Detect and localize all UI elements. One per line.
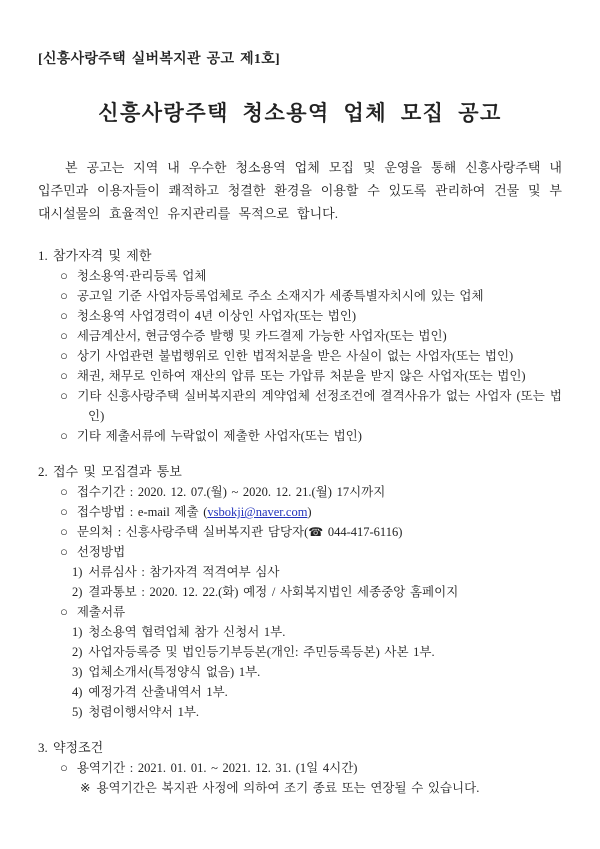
list-item: ○ 접수방법 : e-mail 제출 (vsbokji@naver.com) xyxy=(60,504,312,519)
doc-number: [신흥사랑주택 실버복지관 공고 제1호] xyxy=(38,52,280,67)
item-marker: ○ xyxy=(60,268,68,283)
list-item: 3) 업체소개서(특정양식 없음) 1부. xyxy=(72,665,261,679)
list-item: ○ 기타 제출서류에 누락없이 제출한 사업자(또는 법인) xyxy=(60,428,362,443)
list-item: ○ 상기 사업관련 불법행위로 인한 법적처분을 받은 사실이 없는 사업자(또는 법인) xyxy=(60,348,514,363)
intro-paragraph: 본 공고는 지역 내 우수한 청소용역 업체 모집 및 운영을 통해 신흥사랑주택 내 입주민과 이용자들이 쾌적하고 청결한 환경을 이용할 수 있도록 관리하여 건물 및 부대시설물의 효율적인 유지관리를 목적으로 합니다. xyxy=(38,160,562,221)
item-marker: ○ xyxy=(60,504,68,519)
section xyxy=(38,738,562,798)
list-item: ○ 청소용역·관리등록 업체 xyxy=(60,268,207,283)
section xyxy=(38,246,562,446)
list-item: ○ 청소용역 사업경력이 4년 이상인 사업자(또는 법인) xyxy=(60,308,357,323)
list-item: 2) 결과통보 : 2020. 12. 22.(화) 예정 / 사회복지법인 세종중앙 홈페이지 xyxy=(72,585,459,599)
section-heading: 2. 접수 및 모집결과 통보 xyxy=(38,464,182,479)
item-marker: ○ xyxy=(60,388,69,403)
phone-icon: ☎ xyxy=(308,525,324,539)
item-marker: ○ xyxy=(60,308,68,323)
item-marker: ○ xyxy=(60,760,68,775)
list-item: 4) 예정가격 산출내역서 1부. xyxy=(72,685,228,699)
list-item: 2) 사업자등록증 및 법인등기부등본(개인: 주민등록등본) 사본 1부. xyxy=(72,645,435,659)
item-marker: ○ xyxy=(60,484,68,499)
list-item: ○ 공고일 기준 사업자등록업체로 주소 소재지가 세종특별자치시에 있는 업체 xyxy=(60,288,484,303)
email-link[interactable]: vsbokji@naver.com xyxy=(207,505,308,519)
list-item: 1) 서류심사 : 참가자격 적격여부 심사 xyxy=(72,565,280,579)
list-item: ○ 용역기간 : 2021. 01. 01. ~ 2021. 12. 31. (1일 4시간) xyxy=(60,760,358,775)
item-marker: ○ xyxy=(60,368,68,383)
list-item: ○ 접수기간 : 2020. 12. 07.(월) ~ 2020. 12. 21.(월) 17시까지 xyxy=(60,484,386,499)
item-marker: 4) xyxy=(72,685,83,699)
list-item: ○ 채권, 채무로 인하여 재산의 압류 또는 가압류 처분을 받지 않은 사업자(또는 법인) xyxy=(60,368,526,383)
list-item: ○ 제출서류 xyxy=(60,604,126,619)
list-item: ○ 세금계산서, 현금영수증 발행 및 카드결제 가능한 사업자(또는 법인) xyxy=(60,328,447,343)
section-heading: 3. 약정조건 xyxy=(38,740,104,755)
list-item: ○ 기타 신흥사랑주택 실버복지관의 계약업체 선정조건에 결격사유가 없는 사업자 (또는 법인) xyxy=(60,388,562,423)
item-marker: ○ xyxy=(60,544,68,559)
list-item: 5) 청렴이행서약서 1부. xyxy=(72,705,200,719)
list-item: ※ 용역기간은 복지관 사정에 의하여 조기 종료 또는 연장될 수 있습니다. xyxy=(80,781,480,795)
item-marker: 2) xyxy=(72,585,83,599)
item-marker: 1) xyxy=(72,565,83,579)
item-marker: ○ xyxy=(60,288,68,303)
item-marker: 2) xyxy=(72,645,83,659)
reference-mark: ※ xyxy=(80,781,91,795)
list-item: ○ 문의처 : 신흥사랑주택 실버복지관 담당자(☎ 044-417-6116) xyxy=(60,524,403,539)
list-item: ○ 선정방법 xyxy=(60,544,126,559)
section-heading: 1. 참가자격 및 제한 xyxy=(38,248,152,263)
item-marker: 3) xyxy=(72,665,83,679)
section xyxy=(38,462,562,722)
item-marker: ○ xyxy=(60,524,68,539)
list-item: 1) 청소용역 협력업체 참가 신청서 1부. xyxy=(72,625,286,639)
item-marker: ○ xyxy=(60,604,68,619)
page-title: 신흥사랑주택 청소용역 업체 모집 공고 xyxy=(98,101,502,125)
item-marker: 1) xyxy=(72,625,83,639)
item-marker: ○ xyxy=(60,428,68,443)
item-marker: 5) xyxy=(72,705,83,719)
item-marker: ○ xyxy=(60,328,68,343)
item-marker: ○ xyxy=(60,348,68,363)
sections-container xyxy=(38,246,562,798)
